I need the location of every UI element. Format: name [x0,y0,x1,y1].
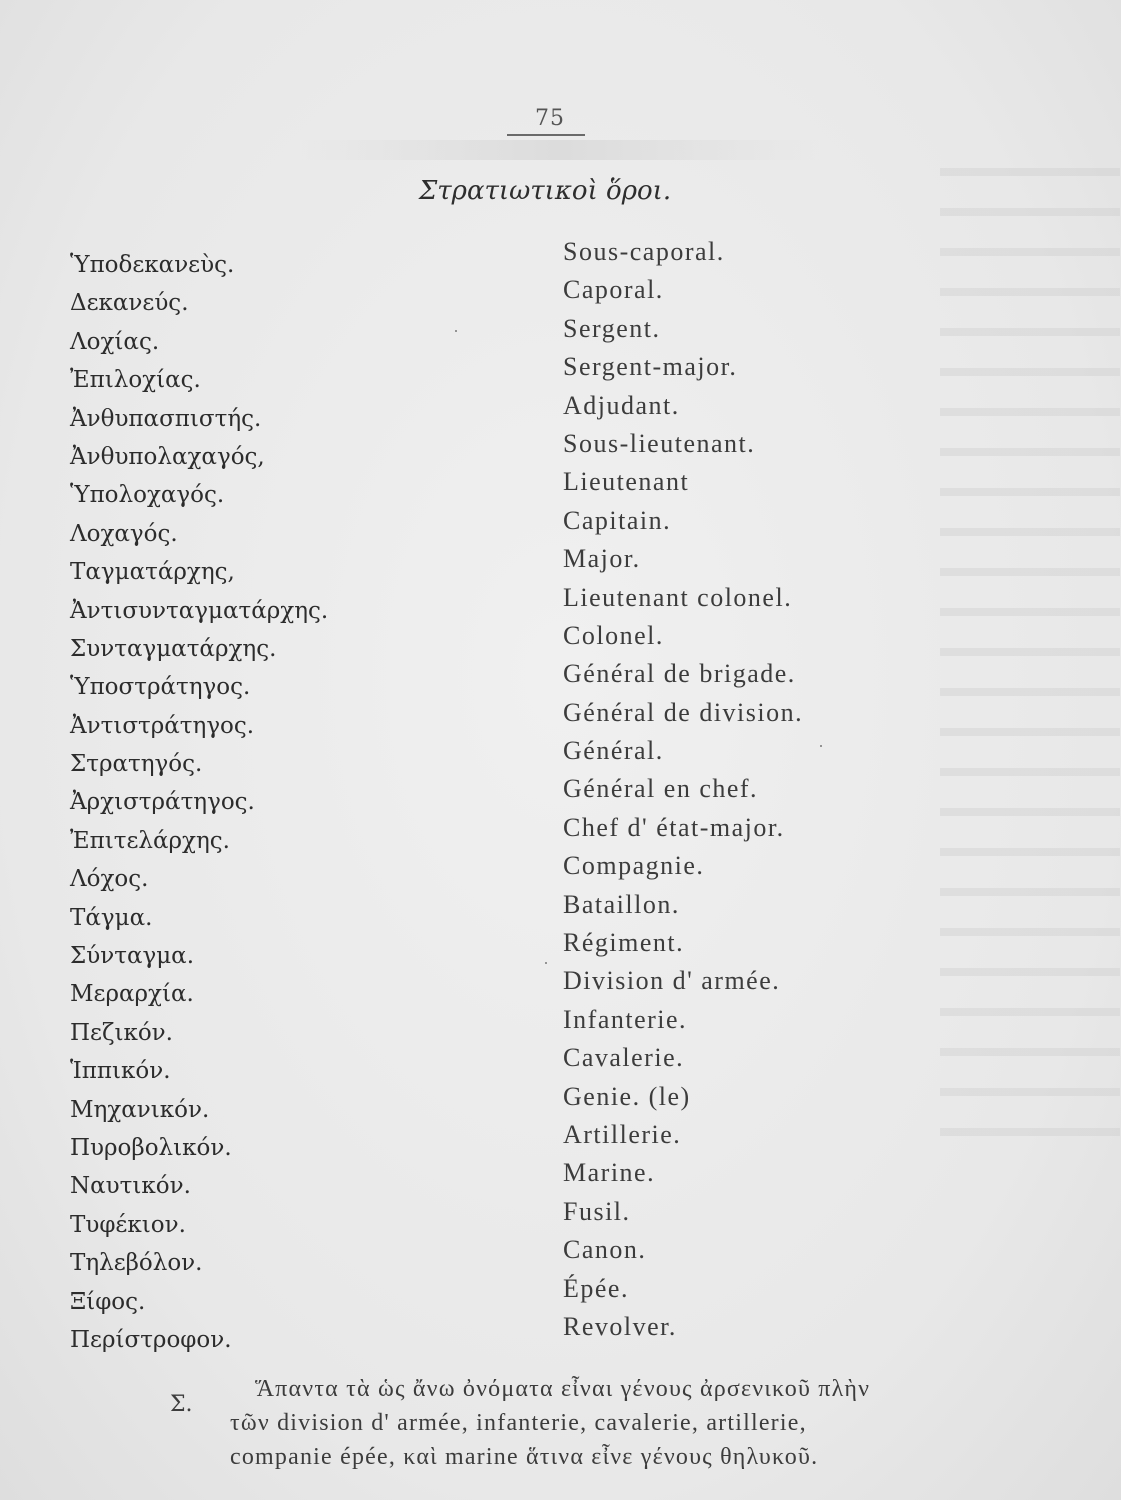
french-term: Capitain. [563,505,672,535]
greek-term: Τηλεβόλον. [70,1250,203,1277]
french-term: Bataillon. [563,889,680,919]
greek-term: Λοχαγός. [70,520,178,547]
greek-term: Ἐπιλοχίας. [70,367,201,394]
greek-term: Περίστροφον. [70,1326,232,1353]
bleed-through-decoration [300,140,820,160]
french-term: Sous-lieutenant. [563,428,756,458]
french-term: Infanterie. [563,1004,688,1034]
ink-speck [545,962,547,964]
greek-term: Πεζικόν. [70,1019,173,1046]
french-term: Compagnie. [563,851,705,881]
greek-term: Συνταγματάρχης. [70,635,277,662]
french-term: Sous-caporal. [563,237,725,266]
french-term: Canon. [563,1235,647,1265]
greek-term: Ὑποστράτηγος. [70,674,251,701]
greek-terms-column [70,246,510,1359]
french-term: Major. [563,544,641,574]
greek-term: Μηχανικόν. [70,1096,210,1123]
greek-term: Ἀνθυπασπιστής. [70,405,262,432]
greek-term: Σύνταγμα. [70,943,195,970]
french-term: Général. [563,736,664,766]
french-term: Sergent-major. [563,352,738,382]
french-terms-column [563,233,1063,1346]
greek-term: Ταγματάρχης, [70,559,235,586]
french-term: Chef d' état-major. [563,812,785,842]
page-number-rule [507,134,585,136]
footnote-line: Ἅπαντα τὰ ὡς ἄνω ὀνόματα εἶναι γένους ἀρσενικοῦ πλὴν [255,1376,871,1402]
footnote-line: τῶν division d' armée, infanterie, cavalerie, artillerie, [230,1410,807,1436]
section-title: Στρατιωτικοὶ ὅροι. [418,176,672,206]
ink-speck [455,330,457,332]
french-term: Marine. [563,1158,656,1188]
french-term: Caporal. [563,275,664,305]
footnote-marker: Σ. [170,1392,193,1417]
greek-term: Ὑπολοχαγός. [70,482,225,509]
french-term: Lieutenant [563,467,690,497]
french-term: Revolver. [563,1311,677,1341]
french-term: Général de division. [563,697,804,727]
greek-term: Τάγμα. [70,904,153,931]
french-term: Régiment. [563,928,685,958]
french-term: Général de brigade. [563,659,796,689]
greek-term: Τυφέκιον. [70,1211,186,1238]
french-term: Artillerie. [563,1119,682,1149]
french-term: Adjudant. [563,390,680,420]
greek-term: Ἀντισυνταγματάρχης. [70,597,329,624]
greek-term: Δεκανεύς. [70,290,189,317]
french-term: Division d' armée. [563,966,781,996]
greek-term: Ἐπιτελάρχης. [70,827,230,854]
french-term: Genie. (le) [563,1081,691,1111]
ink-speck [820,745,822,747]
greek-term: Ναυτικόν. [70,1173,191,1200]
french-term: Épée. [563,1273,629,1303]
greek-term: Λοχίας. [70,328,160,355]
greek-term: Μεραρχία. [70,981,194,1008]
french-term: Général en chef. [563,774,759,804]
greek-term: Λόχος. [70,866,149,893]
footnote-line: companie épée, καὶ marine ἅτινα εἶνε γένους θηλυκοῦ. [230,1444,819,1470]
french-term: Colonel. [563,620,664,650]
french-term: Lieutenant colonel. [563,582,793,612]
greek-term: Ἱππικόν. [70,1058,171,1085]
page-number: 75 [535,106,565,131]
greek-term: Ξίφος. [70,1288,146,1315]
greek-term: Ἀνθυπολαχαγός, [70,443,265,470]
french-term: Fusil. [563,1196,631,1226]
greek-term: Πυροβολικόν. [70,1134,232,1161]
greek-term: Ὑποδεκανεὺς. [70,252,235,278]
greek-term: Στρατηγός. [70,751,203,778]
greek-term: Ἀντιστράτηγος. [70,712,255,739]
french-term: Cavalerie. [563,1043,685,1073]
greek-term: Ἀρχιστράτηγος. [70,789,255,816]
french-term: Sergent. [563,313,661,343]
